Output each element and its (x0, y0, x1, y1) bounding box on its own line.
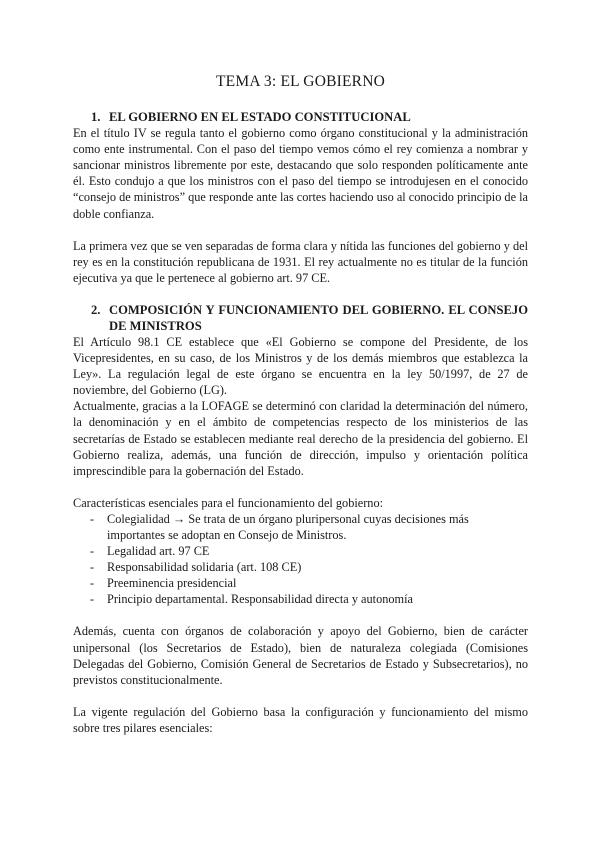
list-dash: - (90, 576, 95, 591)
paragraph-spacer (73, 607, 528, 623)
section-2-heading (73, 302, 528, 334)
list-dash: - (90, 544, 95, 559)
list-item (90, 575, 528, 591)
section-2-paragraph-1: El Artículo 98.1 CE establece que «El Gobierno se compone del Presidente, de los Vicepresidentes, en su caso, de los Ministros y de los demás miembros que establezca la Ley». La regulación legal de este órgano se encuentra en la ley 50/1997, de 27 de noviembre, del Gobierno (LG). (73, 334, 528, 398)
list-item-text: Responsabilidad solidaria (art. 108 CE) (107, 560, 302, 575)
list-item-text: Principio departamental. Responsabilidad directa y autonomía (107, 592, 413, 607)
paragraph-spacer (73, 222, 528, 238)
section-2-title: COMPOSICIÓN Y FUNCIONAMIENTO DEL GOBIERNO. EL CONSEJO DE MINISTROS (109, 302, 528, 333)
characteristics-intro: Características esenciales para el funcionamiento del gobierno: (73, 495, 384, 510)
document-title: TEMA 3: EL GOBIERNO (216, 73, 385, 90)
section-1-number: 1. (91, 110, 101, 125)
section-1-paragraph-2: La primera vez que se ven separadas de forma clara y nítida las funciones del gobierno y del rey es en la constitución republicana de 1931. El rey actualmente no es titular de la función ejecutiva ya que le pertenece al gobierno art. 97 CE. (73, 238, 528, 285)
list-item-text: Preeminencia presidencial (107, 576, 237, 591)
paragraph-spacer (73, 286, 528, 302)
list-dash: - (90, 560, 95, 575)
list-item (90, 591, 528, 607)
section-2-number: 2. (91, 302, 101, 317)
section-2-paragraph-2: Actualmente, gracias a la LOFAGE se determinó con claridad la determinación del número, la denominación y en el ámbito de competencias respecto de los ministerios de las secretarías de Estado se establecen mediante real derecho de la presidencia del gobierno. El Gobierno realiza, además, una función de dirección, impulso y orientación política imprescindible para la gobernación del Estado. (73, 399, 528, 478)
list-item-text: Legalidad art. 97 CE (107, 544, 210, 559)
section-1-paragraph-1: En el título IV se regula tanto el gobierno como órgano constitucional y la administración como ente instrumental. Con el paso del tiempo vemos cómo el rey comienza a nombrar y sancionar ministros libremente por este, destacando que solo responden políticamente ante él. Esto condujo a que los ministros con el paso del tiempo se introdujesen en el conocido “consejo de ministros” que responde ante las cortes haciendo uso al conocido principio de la doble confianza. (73, 126, 528, 221)
list-dash: - (90, 592, 95, 607)
paragraph-spacer (73, 688, 528, 704)
list-item (90, 511, 528, 543)
list-item (90, 559, 528, 575)
section-1-title: EL GOBIERNO EN EL ESTADO CONSTITUCIONAL (109, 110, 411, 125)
list-item (90, 543, 528, 559)
section-2-paragraph-4: La vigente regulación del Gobierno basa la configuración y funcionamiento del mismo sobre tres pilares esenciales: (73, 704, 528, 735)
paragraph-spacer (73, 479, 528, 495)
section-1-heading (73, 109, 528, 125)
characteristics-list (73, 511, 528, 608)
section-2-paragraph-3: Además, cuenta con órganos de colaboración y apoyo del Gobierno, bien de carácter unipersonal (los Secretarios de Estado), bien de naturaleza colegiada (Comisiones Delegadas del Gobierno, Comisión General de Secretarios de Estado y Subsecretarios), no previstos constitucionalmente. (73, 624, 528, 687)
list-dash: - (90, 511, 95, 526)
list-item-text: Colegialidad → Se trata de un órgano pluripersonal cuyas decisiones más importantes se adoptan en Consejo de Ministros. (107, 511, 469, 542)
